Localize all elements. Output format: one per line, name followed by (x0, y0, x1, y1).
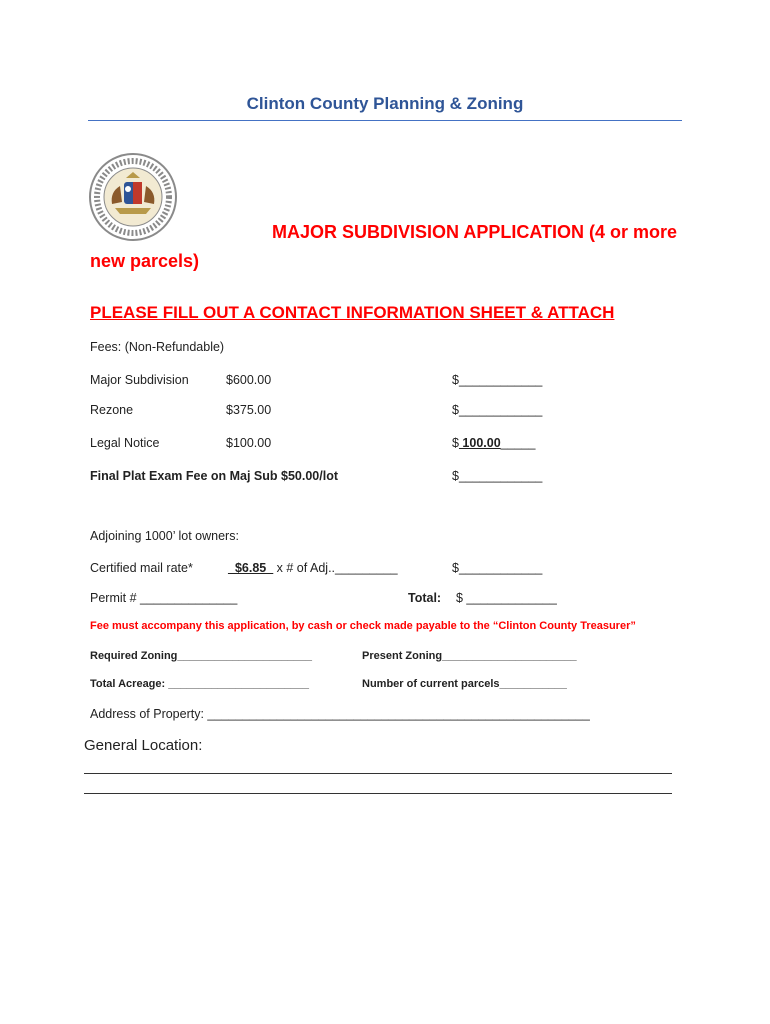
certified-rate-value: _$6.85_ (228, 561, 274, 575)
fee-label-major-subdivision: Major Subdivision (90, 373, 189, 387)
header-title: Clinton County Planning & Zoning (246, 94, 524, 113)
fee-entry-value: 100.00 (458, 436, 501, 450)
permit-number-field[interactable]: Permit # ______________ (90, 591, 238, 605)
fee-entry-rezone[interactable]: $____________ (452, 403, 543, 417)
fee-entry-prefix: $ (452, 436, 459, 450)
fee-entry-legal-notice[interactable] (452, 436, 535, 450)
final-plat-label: Final Plat Exam Fee on Maj Sub $50.00/lot (90, 469, 338, 483)
current-parcels-field[interactable]: Number of current parcels___________ (362, 678, 567, 690)
present-zoning-field[interactable]: Present Zoning______________________ (362, 650, 577, 662)
certified-rate (228, 561, 398, 575)
fee-label-rezone: Rezone (90, 403, 134, 417)
certified-mail-label: Certified mail rate* (90, 561, 193, 575)
adjoining-count-entry[interactable]: x # of Adj.._________ (273, 561, 398, 575)
adjoining-heading: Adjoining 1000’ lot owners: (90, 529, 239, 543)
general-location-label: General Location: (84, 737, 203, 754)
total-entry[interactable]: $ _____________ (456, 591, 557, 605)
required-zoning-field[interactable]: Required Zoning______________________ (90, 650, 312, 662)
general-location-line-1[interactable] (84, 773, 672, 774)
fee-label-legal-notice: Legal Notice (90, 436, 160, 450)
fee-amount-legal-notice: $100.00 (226, 436, 272, 450)
property-address-field[interactable]: Address of Property: _______________________________________________________ (90, 707, 590, 721)
contact-sheet-notice: PLEASE FILL OUT A CONTACT INFORMATION SHEET & ATTACH (90, 303, 615, 322)
final-plat-entry[interactable]: $____________ (452, 469, 543, 483)
total-acreage-field[interactable]: Total Acreage: _______________________ (90, 678, 309, 690)
application-title-line1: MAJOR SUBDIVISION APPLICATION (4 or more (272, 222, 678, 242)
total-label: Total: (408, 591, 442, 605)
header-divider (88, 120, 682, 121)
state-seal-icon (88, 152, 178, 242)
fee-entry-suffix: _____ (500, 436, 536, 450)
general-location-line-2[interactable] (84, 793, 672, 794)
certified-mail-entry[interactable]: $____________ (452, 561, 543, 575)
fees-heading: Fees: (Non-Refundable) (90, 340, 225, 354)
fee-amount-rezone: $375.00 (226, 403, 272, 417)
application-title-line2: new parcels) (90, 251, 200, 271)
fee-amount-major-subdivision: $600.00 (226, 373, 272, 387)
fee-entry-major-subdivision[interactable]: $____________ (452, 373, 543, 387)
payment-notice: Fee must accompany this application, by cash or check made payable to the “Clinton County Treasurer” (90, 620, 636, 632)
